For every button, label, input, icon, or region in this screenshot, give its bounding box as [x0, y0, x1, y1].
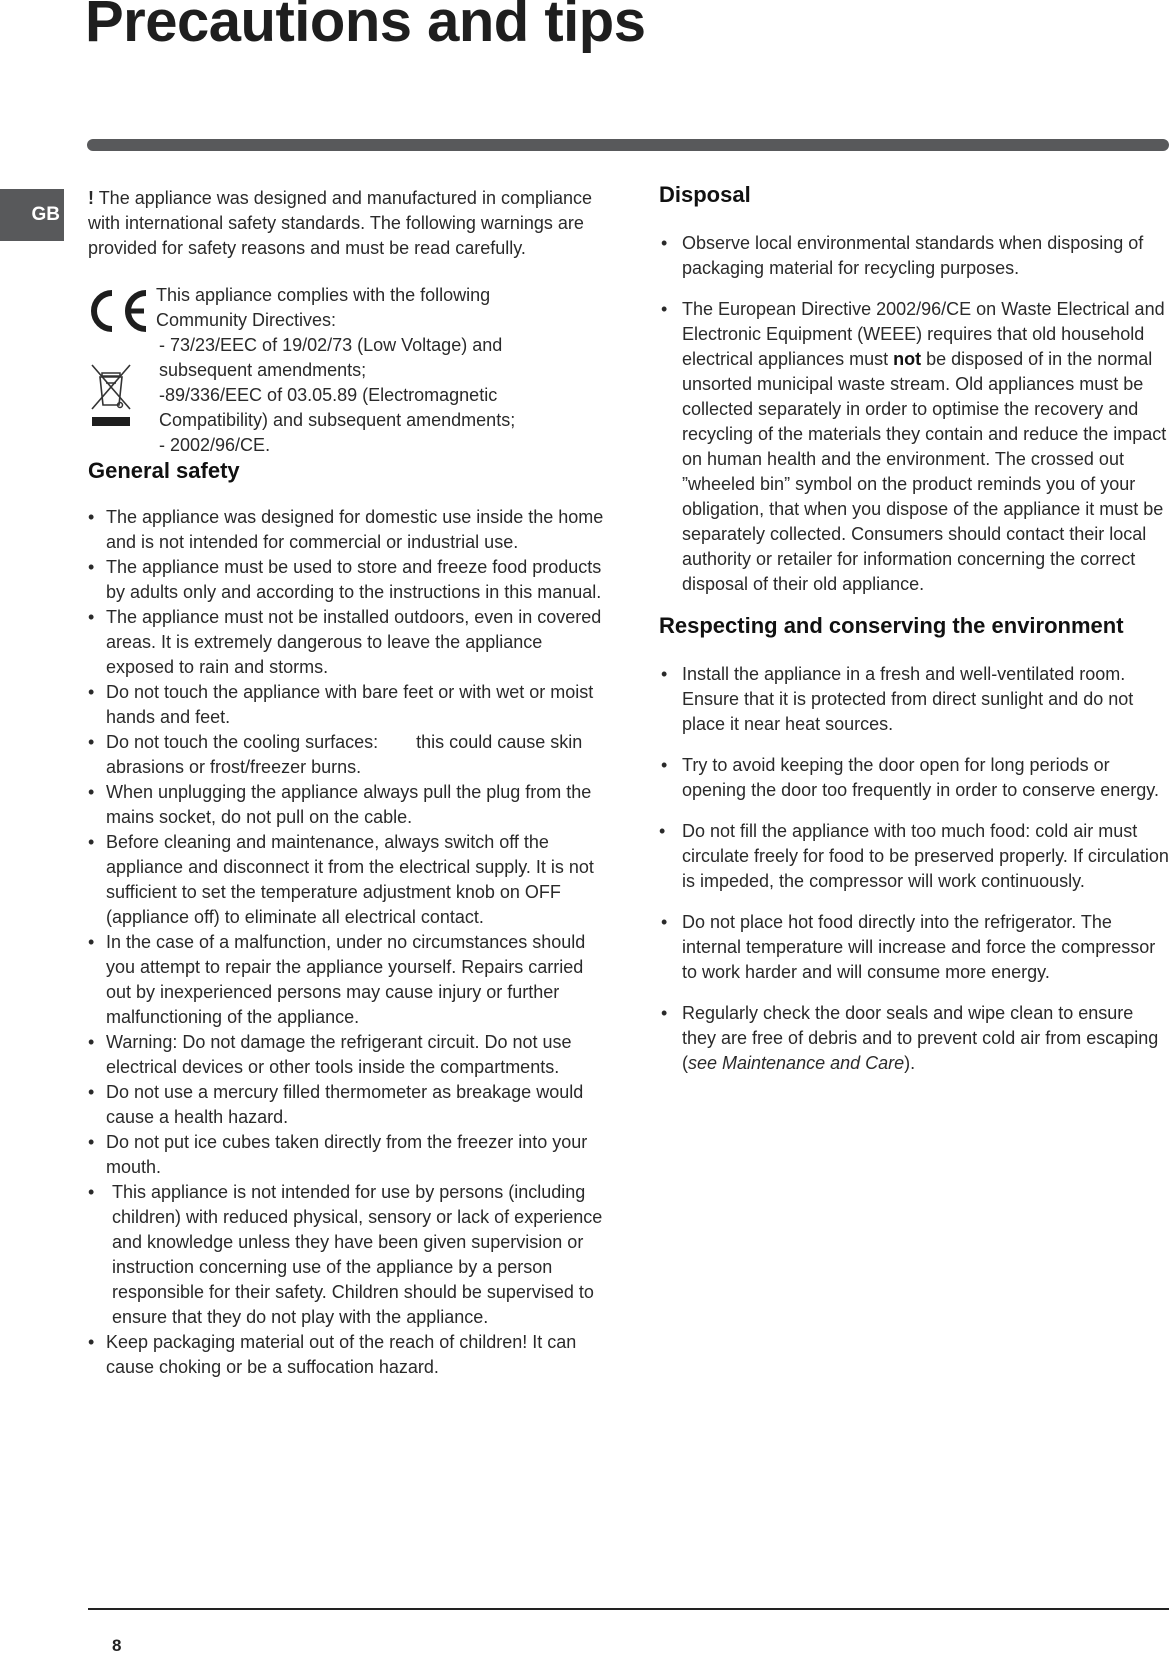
list-item: • The appliance was designed for domestic use inside the home and is not intended for commercial or industrial use.	[88, 505, 608, 555]
right-column	[659, 182, 1169, 1092]
list-item: • Warning: Do not damage the refrigerant circuit. Do not use electrical devices or other tools inside the compartments.	[88, 1030, 608, 1080]
item-text: Regularly check the door seals and wipe clean to ensure they are free of debris and to prevent cold air from escaping (	[682, 1003, 1159, 1073]
list-item	[88, 730, 608, 780]
list-item	[659, 1001, 1169, 1076]
list-item: • Try to avoid keeping the door open for long periods or opening the door too frequently in order to conserve energy.	[659, 753, 1169, 803]
disposal-heading: Disposal	[659, 182, 751, 207]
list-item: • In the case of a malfunction, under no circumstances should you attempt to repair the appliance yourself. Repairs carried out by inexperienced persons may cause injury or further malfunctioning of the appliance.	[88, 930, 608, 1030]
ce-mark-icon	[88, 289, 152, 333]
general-safety-list	[88, 505, 608, 1380]
list-item: • The appliance must not be installed outdoors, even in covered areas. It is extremely dangerous to leave the appliance exposed to rain and storms.	[88, 605, 608, 680]
emphasis-not: not	[893, 349, 922, 369]
list-item: • Do not place hot food directly into the refrigerator. The internal temperature will increase and force the compressor to work harder and will consume more energy.	[659, 910, 1169, 985]
directive-line: Community Directives:	[156, 310, 337, 330]
crossed-out-wheeled-bin-icon	[90, 363, 134, 429]
directive-line: - 2002/96/CE.	[159, 435, 271, 455]
item-text: The European Directive 2002/96/CE on Waste Electrical and Electronic Equipment (WEEE) requires that old household electrical appliances must	[682, 299, 1165, 369]
list-item	[659, 297, 1169, 597]
intro-warning	[88, 186, 608, 261]
list-item: • Do not put ice cubes taken directly from the freezer into your mouth.	[88, 1130, 608, 1180]
cross-reference-link: see Maintenance and Care	[688, 1053, 905, 1073]
header-rule	[87, 139, 1169, 151]
general-safety-heading: General safety	[88, 458, 240, 483]
directive-line: - 73/23/EEC of 19/02/73 (Low Voltage) and	[159, 335, 503, 355]
item-text: be disposed of in the normal unsorted municipal waste stream. Old appliances must be collected separately in order to optimise the recovery and recycling of the materials they contain and reduce the impact on human health and the environment. The crossed out ”wheeled bin” symbol on the product reminds you of your obligation, that when you dispose of the appliance it must be separately collected. Consumers should contact their local authority or retailer for information concerning the correct disposal of their old appliance.	[682, 349, 1167, 594]
warning-marker: !	[88, 188, 94, 208]
intro-text: The appliance was designed and manufactured in compliance with international safety standards. The following warnings are provided for safety reasons and must be read carefully.	[88, 188, 592, 258]
page-number: 8	[112, 1636, 122, 1655]
list-item: • This appliance is not intended for use by persons (including children) with reduced physical, sensory or lack of experience and knowledge unless they have been given supervision or instruction concerning use of the appliance by a person responsible for their safety. Children should be supervised to ensure that they do not play with the appliance.	[88, 1180, 608, 1330]
directive-line: subsequent amendments;	[159, 360, 367, 380]
item-text: Do not touch the cooling surfaces:	[106, 732, 379, 752]
environment-list	[659, 662, 1169, 1076]
environment-heading: Respecting and conserving the environment	[659, 613, 1124, 638]
list-item: • Observe local environmental standards when disposing of packaging material for recycling purposes.	[659, 231, 1169, 281]
list-item: • Do not use a mercury filled thermometer as breakage would cause a health hazard.	[88, 1080, 608, 1130]
language-tab: GB	[0, 189, 64, 241]
directive-line: -89/336/EEC of 03.05.89 (Electromagnetic	[159, 385, 498, 405]
list-item: • When unplugging the appliance always pull the plug from the mains socket, do not pull on the cable.	[88, 780, 608, 830]
list-item: • Keep packaging material out of the reach of children! It can cause choking or be a suffocation hazard.	[88, 1330, 608, 1380]
disposal-list	[659, 231, 1169, 597]
directive-line: This appliance complies with the following	[156, 285, 491, 305]
directive-line: Compatibility) and subsequent amendments;	[159, 410, 516, 430]
item-text: ).	[904, 1053, 916, 1073]
list-item: • Do not touch the appliance with bare feet or with wet or moist hands and feet.	[88, 680, 608, 730]
item-text: this could cause skin abrasions or frost/freezer burns.	[106, 732, 583, 777]
list-item: • Do not fill the appliance with too much food: cold air must circulate freely for food to be preserved properly. If circulation is impeded, the compressor will work continuously.	[659, 819, 1169, 894]
list-item: • Install the appliance in a fresh and well-ventilated room. Ensure that it is protected from direct sunlight and do not place it near heat sources.	[659, 662, 1169, 737]
page-title: Precautions and tips	[85, 0, 646, 54]
list-item: • Before cleaning and maintenance, always switch off the appliance and disconnect it from the electrical supply. It is not sufficient to set the temperature adjustment knob on OFF (appliance off) to eliminate all electrical contact.	[88, 830, 608, 930]
directives-block	[88, 283, 608, 458]
footer-rule	[88, 1608, 1169, 1610]
list-item: • The appliance must be used to store and freeze food products by adults only and according to the instructions in this manual.	[88, 555, 608, 605]
left-column	[88, 186, 608, 1380]
